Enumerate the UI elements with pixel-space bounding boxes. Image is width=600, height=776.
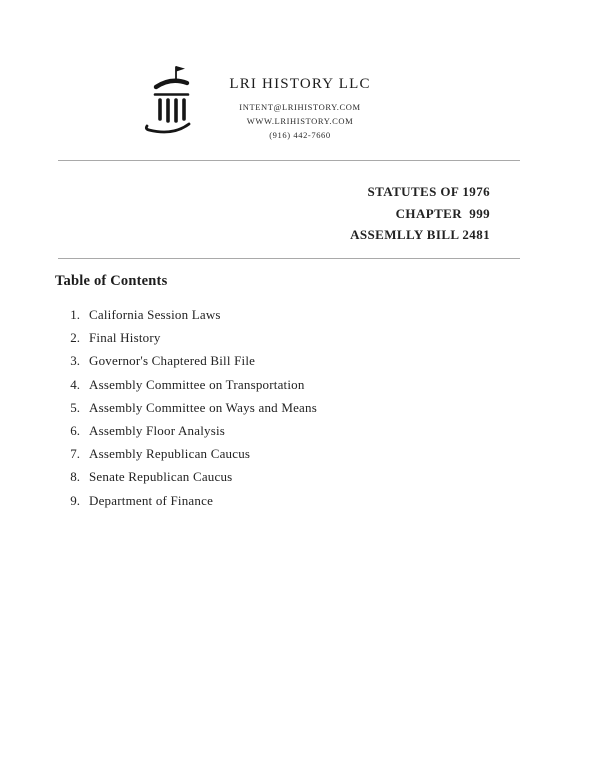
toc-item bbox=[66, 330, 317, 353]
toc-item bbox=[66, 353, 317, 376]
toc-item bbox=[66, 493, 317, 516]
divider-line-top bbox=[58, 160, 520, 161]
toc-item-number: 6. bbox=[70, 422, 80, 438]
toc-item-label: California Session Laws bbox=[89, 307, 221, 322]
company-name: LRI HISTORY LLC bbox=[229, 76, 371, 92]
toc-item bbox=[66, 423, 317, 446]
toc-item-number: 8. bbox=[70, 469, 80, 485]
letterhead bbox=[0, 76, 600, 142]
toc-list bbox=[66, 307, 317, 516]
toc-item-number: 1. bbox=[70, 307, 80, 322]
toc-item-number: 2. bbox=[70, 330, 80, 346]
toc-item-label: Assembly Committee on Transportation bbox=[89, 376, 305, 392]
assembly-bill-line: ASSEMLLY BILL 2481 bbox=[350, 227, 490, 242]
statutes-line: STATUTES OF 1976 bbox=[367, 184, 490, 199]
toc-item-label: Assembly Republican Caucus bbox=[89, 446, 251, 462]
toc-item-label: Senate Republican Caucus bbox=[89, 469, 233, 485]
company-phone: (916) 442-7660 bbox=[269, 130, 331, 140]
toc-item-number: 5. bbox=[70, 399, 80, 415]
toc-item bbox=[66, 307, 317, 330]
toc-item-number: 3. bbox=[70, 353, 80, 369]
toc-item bbox=[66, 446, 317, 469]
toc-item-label: Assembly Floor Analysis bbox=[89, 422, 226, 438]
toc-item bbox=[66, 400, 317, 423]
toc-item bbox=[66, 469, 317, 492]
toc-item-label: Governor's Chaptered Bill File bbox=[89, 353, 256, 369]
toc-item-number: 4. bbox=[70, 376, 80, 392]
divider-line-bottom bbox=[58, 258, 520, 259]
toc-item-number: 7. bbox=[70, 446, 80, 462]
toc-item-label: Final History bbox=[89, 330, 161, 346]
company-email: INTENT@LRIHISTORY.COM bbox=[239, 102, 361, 112]
toc-item-number: 9. bbox=[70, 492, 80, 508]
company-website: WWW.LRIHISTORY.COM bbox=[246, 116, 354, 126]
chapter-line: CHAPTER 999 bbox=[395, 205, 490, 221]
toc-item-label: Department of Finance bbox=[89, 492, 214, 508]
toc-heading: Table of Contents bbox=[55, 273, 168, 289]
toc-item bbox=[66, 377, 317, 400]
toc-item-label: Assembly Committee on Ways and Means bbox=[89, 399, 317, 415]
statute-title-block bbox=[350, 181, 490, 246]
